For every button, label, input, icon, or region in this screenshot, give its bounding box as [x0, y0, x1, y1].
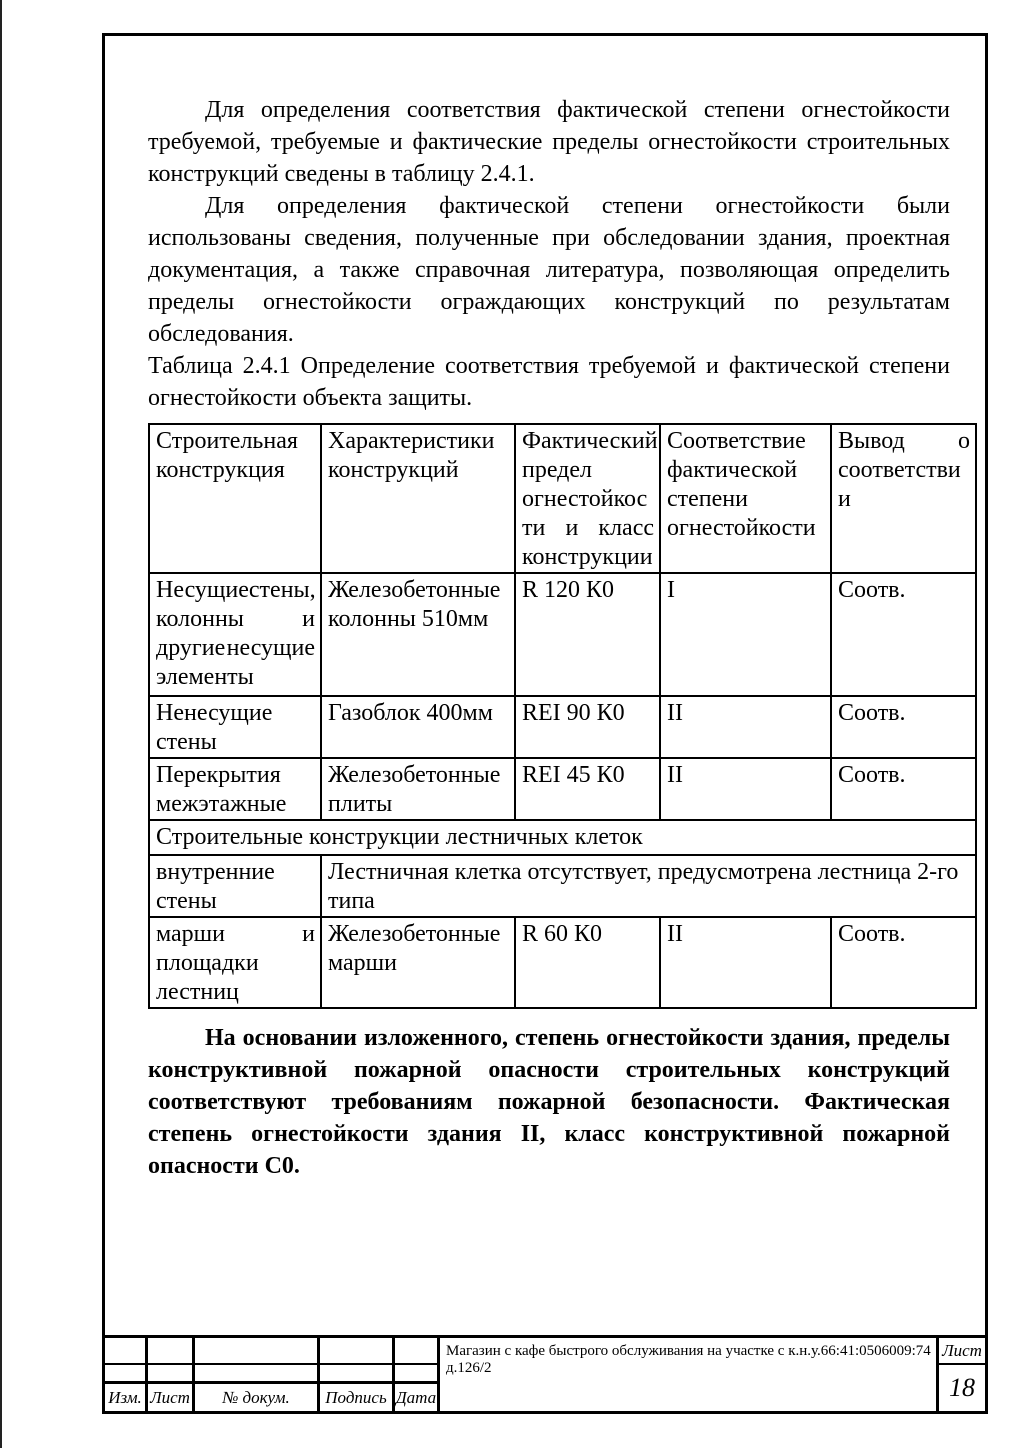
table-header-cell: Фактический предел огнестойкос ти и класс конструкции [515, 424, 660, 573]
paragraph-1: Для определения соответствия фактической степени огнестойкости требуемой, требуемые и фактические пределы огнестойкости строительных конструкций сведены в таблицу 2.4.1. [148, 97, 950, 187]
table-header-cell: Вывод о соответстви и [831, 424, 976, 573]
page-content [148, 36, 970, 1182]
table-row [149, 696, 976, 758]
table-header-row [149, 424, 976, 573]
table-header-cell: Соответствие фактической степени огнестойкости [660, 424, 831, 573]
table-cell: Соотв. [831, 573, 976, 696]
titleblock-empty-cell [320, 1365, 395, 1384]
sheet-label: Лист [939, 1338, 985, 1365]
title-block [102, 1335, 988, 1414]
titleblock-label-ndokum: № докум. [195, 1384, 320, 1411]
page-frame [102, 33, 988, 1414]
table-row [149, 758, 976, 820]
document-title: Магазин с кафе быстрого обслуживания на участке с к.н.у.66:41:0506009:74 д.126/2 [440, 1338, 939, 1411]
table-cell: внутренние стены [149, 855, 321, 917]
table-row [149, 855, 976, 917]
titleblock-label-izm: Изм. [105, 1384, 148, 1411]
table-cell: Газоблок 400мм [321, 696, 515, 758]
table-cell: Ненесущие стены [149, 696, 321, 758]
table-caption: Таблица 2.4.1 Определение соответствия требуемой и фактической степени огнестойкости объекта защиты. [148, 353, 950, 411]
table-cell: Перекрытия межэтажные [149, 758, 321, 820]
titleblock-empty-cell [195, 1365, 320, 1384]
titleblock-empty-cell [148, 1338, 195, 1365]
paragraph-2: Для определения фактической степени огнестойкости были использованы сведения, полученные при обследовании здания, проектная документация, а также справочная литература, позволяющая определить пределы огнестойкости ограждающих конструкций по результатам обследования. [148, 193, 950, 347]
scan-edge-artifact [0, 0, 2, 1448]
table-cell: REI 45 К0 [515, 758, 660, 820]
table-cell: Строительные конструкции лестничных клеток [149, 820, 976, 855]
table-cell: Несущие стены, колонны и другие несущие элементы [149, 573, 321, 696]
table-cell: марши и площадки лестниц [149, 917, 321, 1008]
table-cell: Соотв. [831, 758, 976, 820]
titleblock-empty-cell [320, 1338, 395, 1365]
table-cell: II [660, 917, 831, 1008]
table-row [149, 917, 976, 1008]
table-cell: Железобетонные плиты [321, 758, 515, 820]
titleblock-empty-cell [195, 1338, 320, 1365]
table-cell: Железобетонные марши [321, 917, 515, 1008]
titleblock-label-podpis: Подпись [320, 1384, 395, 1411]
table-row [149, 820, 976, 855]
table-cell: REI 90 К0 [515, 696, 660, 758]
table-cell: Железобетонные колонны 510мм [321, 573, 515, 696]
table-cell: II [660, 758, 831, 820]
table-cell: Лестничная клетка отсутствует, предусмотрена лестница 2-го типа [321, 855, 976, 917]
fire-resistance-table [148, 423, 977, 1009]
titleblock-empty-cell [148, 1365, 195, 1384]
titleblock-empty-cell [395, 1365, 440, 1384]
titleblock-empty-cell [395, 1338, 440, 1365]
titleblock-empty-cell [105, 1365, 148, 1384]
table-cell: R 60 К0 [515, 917, 660, 1008]
table-row [149, 573, 976, 696]
table-header-cell: Характеристики конструкций [321, 424, 515, 573]
table-header-cell: Строительная конструкция [149, 424, 321, 573]
table-cell: R 120 К0 [515, 573, 660, 696]
conclusion-paragraph: На основании изложенного, степень огнестойкости здания, пределы конструктивной пожарной опасности строительных конструкций соответствуют требованиям пожарной безопасности. Фактическая степень огнестойкости здания II, класс конструктивной пожарной опасности С0. [148, 1025, 950, 1179]
table-cell: II [660, 696, 831, 758]
titleblock-label-data: Дата [395, 1384, 440, 1411]
table-cell: Соотв. [831, 917, 976, 1008]
titleblock-label-list: Лист [148, 1384, 195, 1411]
sheet-number: 18 [949, 1373, 975, 1402]
table-cell: I [660, 573, 831, 696]
titleblock-empty-cell [105, 1338, 148, 1365]
table-cell: Соотв. [831, 696, 976, 758]
